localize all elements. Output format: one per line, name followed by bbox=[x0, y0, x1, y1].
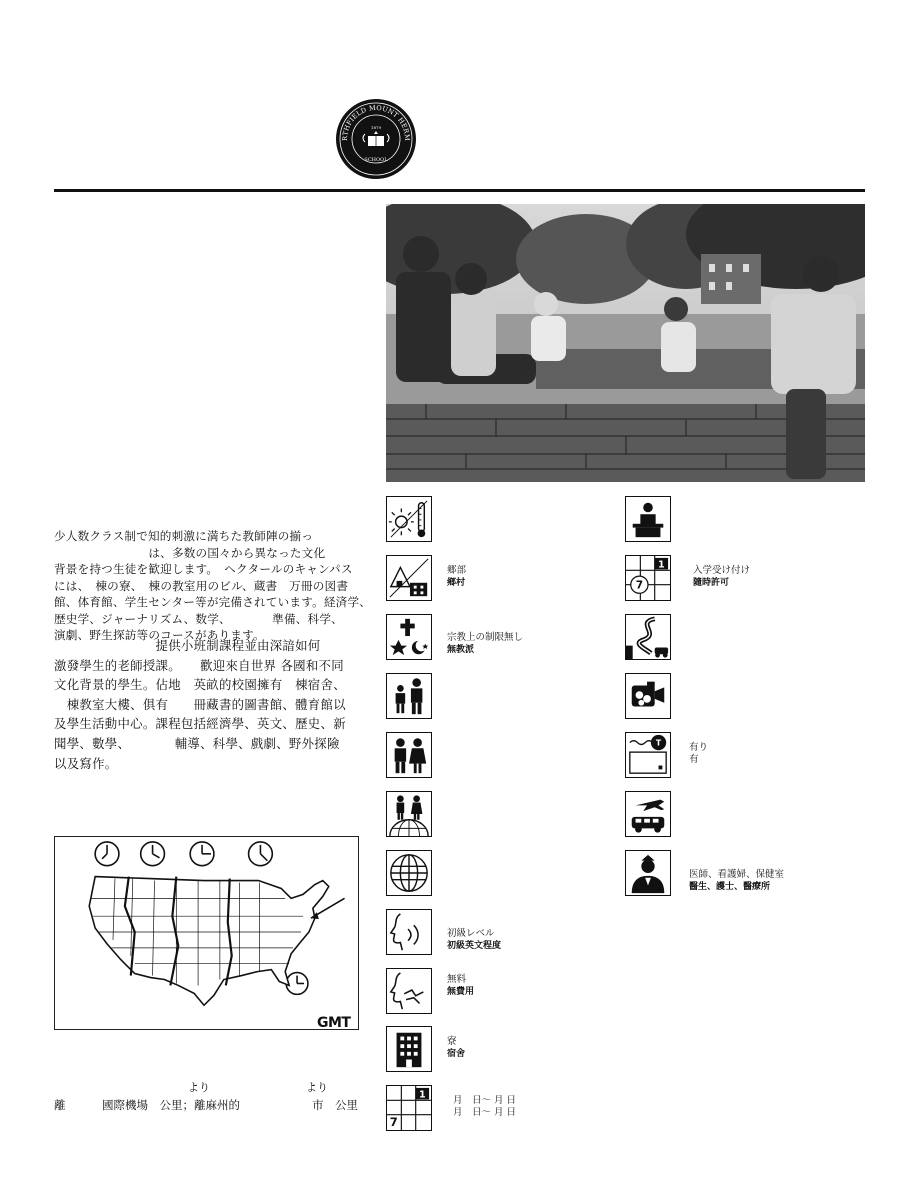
distance-part-a: 離 bbox=[54, 1098, 66, 1112]
campus-photo bbox=[386, 204, 865, 482]
globe-icon bbox=[386, 850, 432, 896]
nurse-label-zh: 醫生、護士、醫療所 bbox=[689, 882, 771, 892]
english-level-icon bbox=[386, 909, 432, 955]
school-seal bbox=[335, 98, 417, 180]
body-jp-line: 少人数クラス制で知的刺激に満ちた教師陣の揃っ bbox=[54, 529, 314, 543]
gmt-label: GMT bbox=[317, 1015, 351, 1031]
climate-icon bbox=[386, 496, 432, 542]
body-zh-line: 聞學、數學、 輔導、科學、戲劇、野外探險 bbox=[54, 735, 340, 751]
nurse-label-jp: 医師、看護婦、保健室 bbox=[689, 869, 785, 880]
body-jp-line: は、多数の国々から異なった文化 bbox=[54, 545, 326, 560]
admission-label bbox=[693, 565, 750, 589]
nurse-label bbox=[689, 869, 784, 893]
body-zh-line: 棟教室大樓、俱有 冊藏書的圖書館、體育館以 bbox=[54, 696, 346, 712]
admission-label-zh: 隨時許可 bbox=[693, 578, 730, 588]
body-jp-line: には、 棟の寮、 棟の教室用のビル、蔵書 万冊の図書 bbox=[54, 578, 349, 593]
body-japanese bbox=[54, 528, 372, 644]
boys-icon bbox=[386, 673, 432, 719]
timezone-map bbox=[54, 836, 359, 1030]
road-car-icon bbox=[625, 614, 671, 660]
stamp-mail-icon bbox=[625, 732, 671, 778]
stamp-mail-label-jp: 有り bbox=[689, 742, 709, 753]
stamp-mail-label-zh: 有 bbox=[689, 754, 699, 765]
esl-fee-label bbox=[447, 974, 474, 998]
english-level-label-jp: 初級レベル bbox=[447, 928, 495, 939]
calendar-icon bbox=[386, 1085, 432, 1131]
dormitory-icon bbox=[386, 1026, 432, 1072]
svg-text:7: 7 bbox=[389, 1115, 398, 1130]
distance-part-c: 市 公里 bbox=[312, 1098, 358, 1112]
body-zh-line: 激發學生的老師授課。 歡迎來自世界 各國和不同 bbox=[54, 657, 344, 673]
body-jp-line: 館、体育館、学生センター等が完備されています。経済学、 bbox=[54, 595, 372, 609]
admission-calendar-icon bbox=[625, 555, 671, 601]
international-students-icon bbox=[386, 791, 432, 837]
english-level-label bbox=[447, 928, 501, 952]
rural-setting-label-jp: 郷部 bbox=[447, 565, 467, 576]
coed-icon bbox=[386, 732, 432, 778]
dormitory-label-zh: 宿舍 bbox=[447, 1049, 466, 1059]
religion-label bbox=[447, 632, 523, 656]
svg-text:1: 1 bbox=[419, 1089, 426, 1101]
religion-label-jp: 宗教上の制限無し bbox=[447, 632, 524, 643]
distance-note-a: より bbox=[188, 1081, 210, 1094]
body-zh-line: 文化背景的學生。佔地 英畝的校園擁有 棟宿舍、 bbox=[54, 677, 346, 693]
body-zh-line: 及學生活動中心。課程包括經濟學、英文、歷史、新 bbox=[54, 716, 346, 732]
esl-fee-icon bbox=[386, 968, 432, 1014]
calendar-label bbox=[453, 1095, 516, 1119]
admission-label-jp: 入学受け付け bbox=[693, 565, 751, 576]
dormitory-label bbox=[447, 1036, 465, 1060]
svg-text:1: 1 bbox=[658, 559, 665, 571]
body-jp-line: 背景を持つ生徒を歓迎します。 ヘクタールのキャンパス bbox=[54, 562, 353, 576]
airport-transport-icon bbox=[625, 791, 671, 837]
body-chinese bbox=[54, 636, 364, 773]
body-zh-line: 以及寫作。 bbox=[54, 755, 118, 771]
rural-setting-label bbox=[447, 565, 466, 589]
svg-text:T: T bbox=[655, 738, 662, 748]
esl-fee-label-zh: 無費用 bbox=[447, 987, 475, 997]
seal-bottom: SCHOOL bbox=[364, 157, 388, 163]
seal-name: RTHFIELD MOUNT HERM bbox=[340, 103, 412, 142]
distance-note-b: より bbox=[306, 1081, 328, 1094]
projector-icon bbox=[625, 673, 671, 719]
seal-year: 1879 bbox=[370, 125, 382, 130]
stamp-mail-label bbox=[689, 742, 708, 766]
desk-icon bbox=[625, 496, 671, 542]
nurse-icon bbox=[625, 850, 671, 896]
calendar-label-jp: 月 日～ 月 日 bbox=[453, 1095, 517, 1106]
english-level-label-zh: 初級英文程度 bbox=[447, 941, 502, 951]
rural-setting-label-zh: 鄉村 bbox=[447, 578, 466, 588]
dormitory-label-jp: 寮 bbox=[447, 1036, 457, 1047]
header-rule bbox=[54, 189, 865, 192]
body-jp-line: 演劇、野生探訪等のコースがあります。 bbox=[54, 628, 265, 642]
body-jp-line: 歴史学、ジャーナリズム、数学、 準備、科学、 bbox=[54, 611, 343, 626]
body-zh-line: 提供小班制課程並由深諳如何 bbox=[54, 638, 321, 653]
religion-label-zh: 無教派 bbox=[447, 645, 475, 655]
religion-icon bbox=[386, 614, 432, 660]
rural-setting-icon bbox=[386, 555, 432, 601]
esl-fee-label-jp: 無料 bbox=[447, 974, 467, 985]
distance-part-b: 國際機場 公里；離麻州的 bbox=[102, 1098, 240, 1112]
calendar-label-zh: 月 日～ 月 日 bbox=[453, 1107, 517, 1118]
svg-text:7: 7 bbox=[635, 579, 644, 592]
